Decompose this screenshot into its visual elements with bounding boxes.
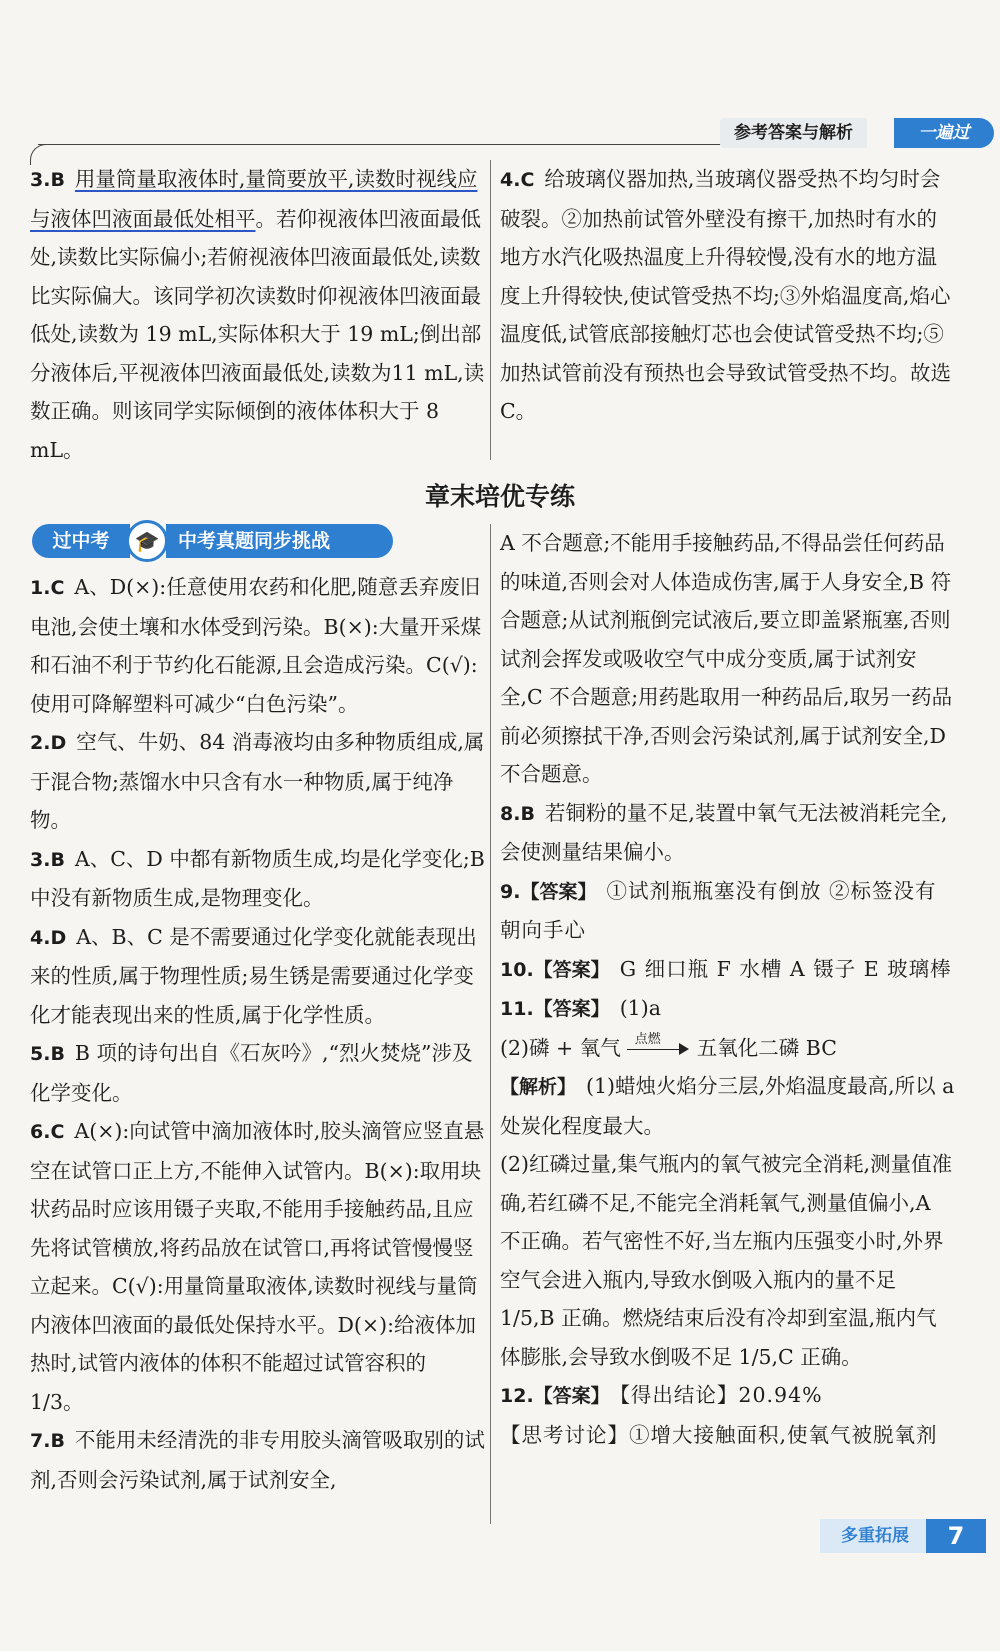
graduation-cap-icon: 🎓 <box>126 520 168 562</box>
reaction-arrow <box>627 1032 691 1059</box>
answer-item <box>30 568 485 723</box>
conclusion-text: 【得出结论】20.94% <box>619 1383 823 1407</box>
products: 五氧化二磷 BC <box>696 1035 837 1060</box>
arrow-line <box>627 1049 683 1050</box>
reaction-condition: 点燃 <box>634 1032 661 1047</box>
answer-item <box>500 989 955 1029</box>
answer-number: 11. <box>500 998 534 1020</box>
page-header <box>30 118 990 150</box>
answer-number: 9. <box>500 880 521 903</box>
answer-tag: 【答案】 <box>533 998 610 1020</box>
header-rule <box>38 144 738 145</box>
answer-number: 1.C <box>30 577 65 599</box>
banner-right-label: 中考真题同步挑战 <box>166 524 393 558</box>
top-right-column <box>500 160 955 431</box>
answer-number: 6.C <box>30 1121 65 1143</box>
answer-text: 。若仰视液体凹液面最低处,读数比实际偏小;若俯视液体凹液面最低处,读数比实际偏大。该同学初次读数时仰视液体凹液面最低处,读数为 19 mL,实际体积大于 19 mL;倒出部分液体后,平视液体凹液面最低处,读数为11 mL,读数正确。则该同学实际倾倒的液体体积大于 8 mL。 <box>30 206 485 462</box>
reaction-line <box>500 1029 955 1068</box>
answer-part-1: (1)a <box>619 996 661 1020</box>
answer-item <box>500 1376 955 1416</box>
answer-text: 空气、牛奶、84 消毒液均由多种物质组成,属于混合物;蒸馏水中只含有水一种物质,属于纯净物。 <box>30 730 485 832</box>
analysis-text: (1)蜡烛火焰分三层,外焰温度最高,所以 a 处炭化程度最大。 <box>500 1074 955 1138</box>
reactants: (2)磷 + 氧气 <box>500 1035 621 1060</box>
answer-tag: 【答案】 <box>520 880 597 903</box>
answer-text: G 细口瓶 F 水槽 A 镊子 E 玻璃棒 <box>619 956 952 981</box>
answer-tag: 【答案】 <box>533 958 610 981</box>
answer-text: A、B、C 是不需要通过化学变化就能表现出来的性质,属于物理性质;易生锈是需要通过化学变化才能表现出来的性质,属于化学性质。 <box>30 924 477 1027</box>
answer-item <box>30 1421 485 1499</box>
answer-text: B 项的诗句出自《石灰吟》,“烈火焚烧”涉及化学变化。 <box>30 1041 473 1105</box>
answer-number: 4.D <box>30 926 67 949</box>
column-divider-top <box>490 160 491 460</box>
page-footer <box>820 1519 990 1553</box>
answer-item <box>30 723 485 840</box>
answer-text: 不能用未经清洗的非专用胶头滴管吸取别的试剂,否则会污染试剂,属于试剂安全, <box>30 1428 485 1492</box>
arrow-head-icon <box>679 1043 689 1055</box>
answer-item <box>30 160 485 469</box>
answer-item <box>30 918 485 1035</box>
answer-item <box>500 794 955 872</box>
analysis-item: (2)红磷过量,集气瓶内的氧气被完全消耗,测量值准确,若红磷不足,不能完全消耗氧气,测量值偏小,A 不正确。若气密性不好,当左瓶内压强变小时,外界空气会进入瓶内,导致水倒吸入瓶内的量不足 1/5,B 正确。燃烧结束后没有冷却到室温,瓶内气体膨胀,会导致水倒吸不足 1/5,C 正确。 <box>500 1152 953 1369</box>
answer-number: 3.B <box>30 169 65 191</box>
answer-number: 5.B <box>30 1043 65 1065</box>
analysis-item <box>500 1067 955 1145</box>
answer-number: 12. <box>500 1385 534 1407</box>
answer-item <box>30 1034 485 1112</box>
answer-number: 4.C <box>500 169 535 191</box>
answer-text: ①试剂瓶瓶塞没有倒放 ②标签没有朝向手心 <box>500 878 937 942</box>
underlined-text: 用量筒量取液体时,量筒要放平,读数时视线应与液体凹液面最低处相平 <box>30 167 478 231</box>
discussion-text: 【思考讨论】①增大接触面积,使氧气被脱氧剂 <box>500 1422 938 1447</box>
analysis-tag: 【解析】 <box>500 1076 577 1098</box>
answer-number: 8.B <box>500 802 535 825</box>
answer-item <box>30 840 485 918</box>
right-answers-column <box>500 524 955 1454</box>
answer-number: 2.D <box>30 732 67 754</box>
column-divider-bottom <box>490 524 491 1524</box>
answer-item <box>500 160 955 431</box>
answer-number: 3.B <box>30 848 65 871</box>
banner-left-label: 过中考 <box>32 524 130 558</box>
answer-number: 7.B <box>30 1430 65 1452</box>
answer-number: 10. <box>500 958 534 981</box>
page-number: 7 <box>926 1519 986 1553</box>
header-title: 参考答案与解析 <box>720 118 867 148</box>
answer-text: 给玻璃仪器加热,当玻璃仪器受热不均匀时会破裂。②加热前试管外壁没有擦干,加热时有水的地方水汽化吸热温度上升得较慢,没有水的地方温度上升得较快,使试管受热不均;③外焰温度高,焰心温度低,试管底部接触灯芯也会使试管受热不均;⑤加热试管前没有预热也会导致试管受热不均。故选 C。 <box>500 167 951 423</box>
answer-item <box>30 1112 485 1421</box>
answer-text: 若铜粉的量不足,装置中氧气无法被消耗完全,会使测量结果偏小。 <box>500 800 948 864</box>
continued-text: A 不合题意;不能用手接触药品,不得品尝任何药品的味道,否则会对人体造成伤害,属于人身安全,B 符合题意;从试剂瓶倒完试液后,要立即盖紧瓶塞,否则试剂会挥发或吸收空气中成分变质,属于试剂安全,C 不合题意;用药匙取用一种药品后,取另一药品前必须擦拭干净,否则会污染试剂,属于试剂安全,D 不合题意。 <box>500 531 953 786</box>
header-brand: 一遍过 <box>894 118 994 148</box>
answer-item <box>500 872 955 950</box>
footer-label: 多重拓展 <box>820 1519 930 1553</box>
section-title: 章末培优专练 <box>424 482 575 511</box>
answer-text: A、D(×):任意使用农药和化肥,随意丢弃废旧电池,会使土壤和水体受到污染。B(×):大量开采煤和石油不利于节约化石能源,且会造成污染。C(√):使用可降解塑料可减少“白色污染”。 <box>30 575 482 716</box>
answer-item <box>500 950 955 990</box>
answer-text: A(×):向试管中滴加液体时,胶头滴管应竖直悬空在试管口正上方,不能伸入试管内。B(×):取用块状药品时应该用镊子夹取,不能用手接触药品,且应先将试管横放,将药品放在试管口,再将试管慢慢竖立起来。C(√):用量筒量取液体,读数时视线与量筒内液体凹液面的最低处保持水平。D(×):给液体加热时,试管内液体的体积不能超过试管容积的 1/3。 <box>30 1119 485 1414</box>
left-answers-column <box>30 568 485 1499</box>
top-left-column <box>30 160 485 469</box>
section-banner <box>32 524 377 558</box>
answer-text: A、C、D 中都有新物质生成,均是化学变化;B 中没有新物质生成,是物理变化。 <box>30 846 485 910</box>
answer-tag: 【答案】 <box>533 1385 610 1407</box>
